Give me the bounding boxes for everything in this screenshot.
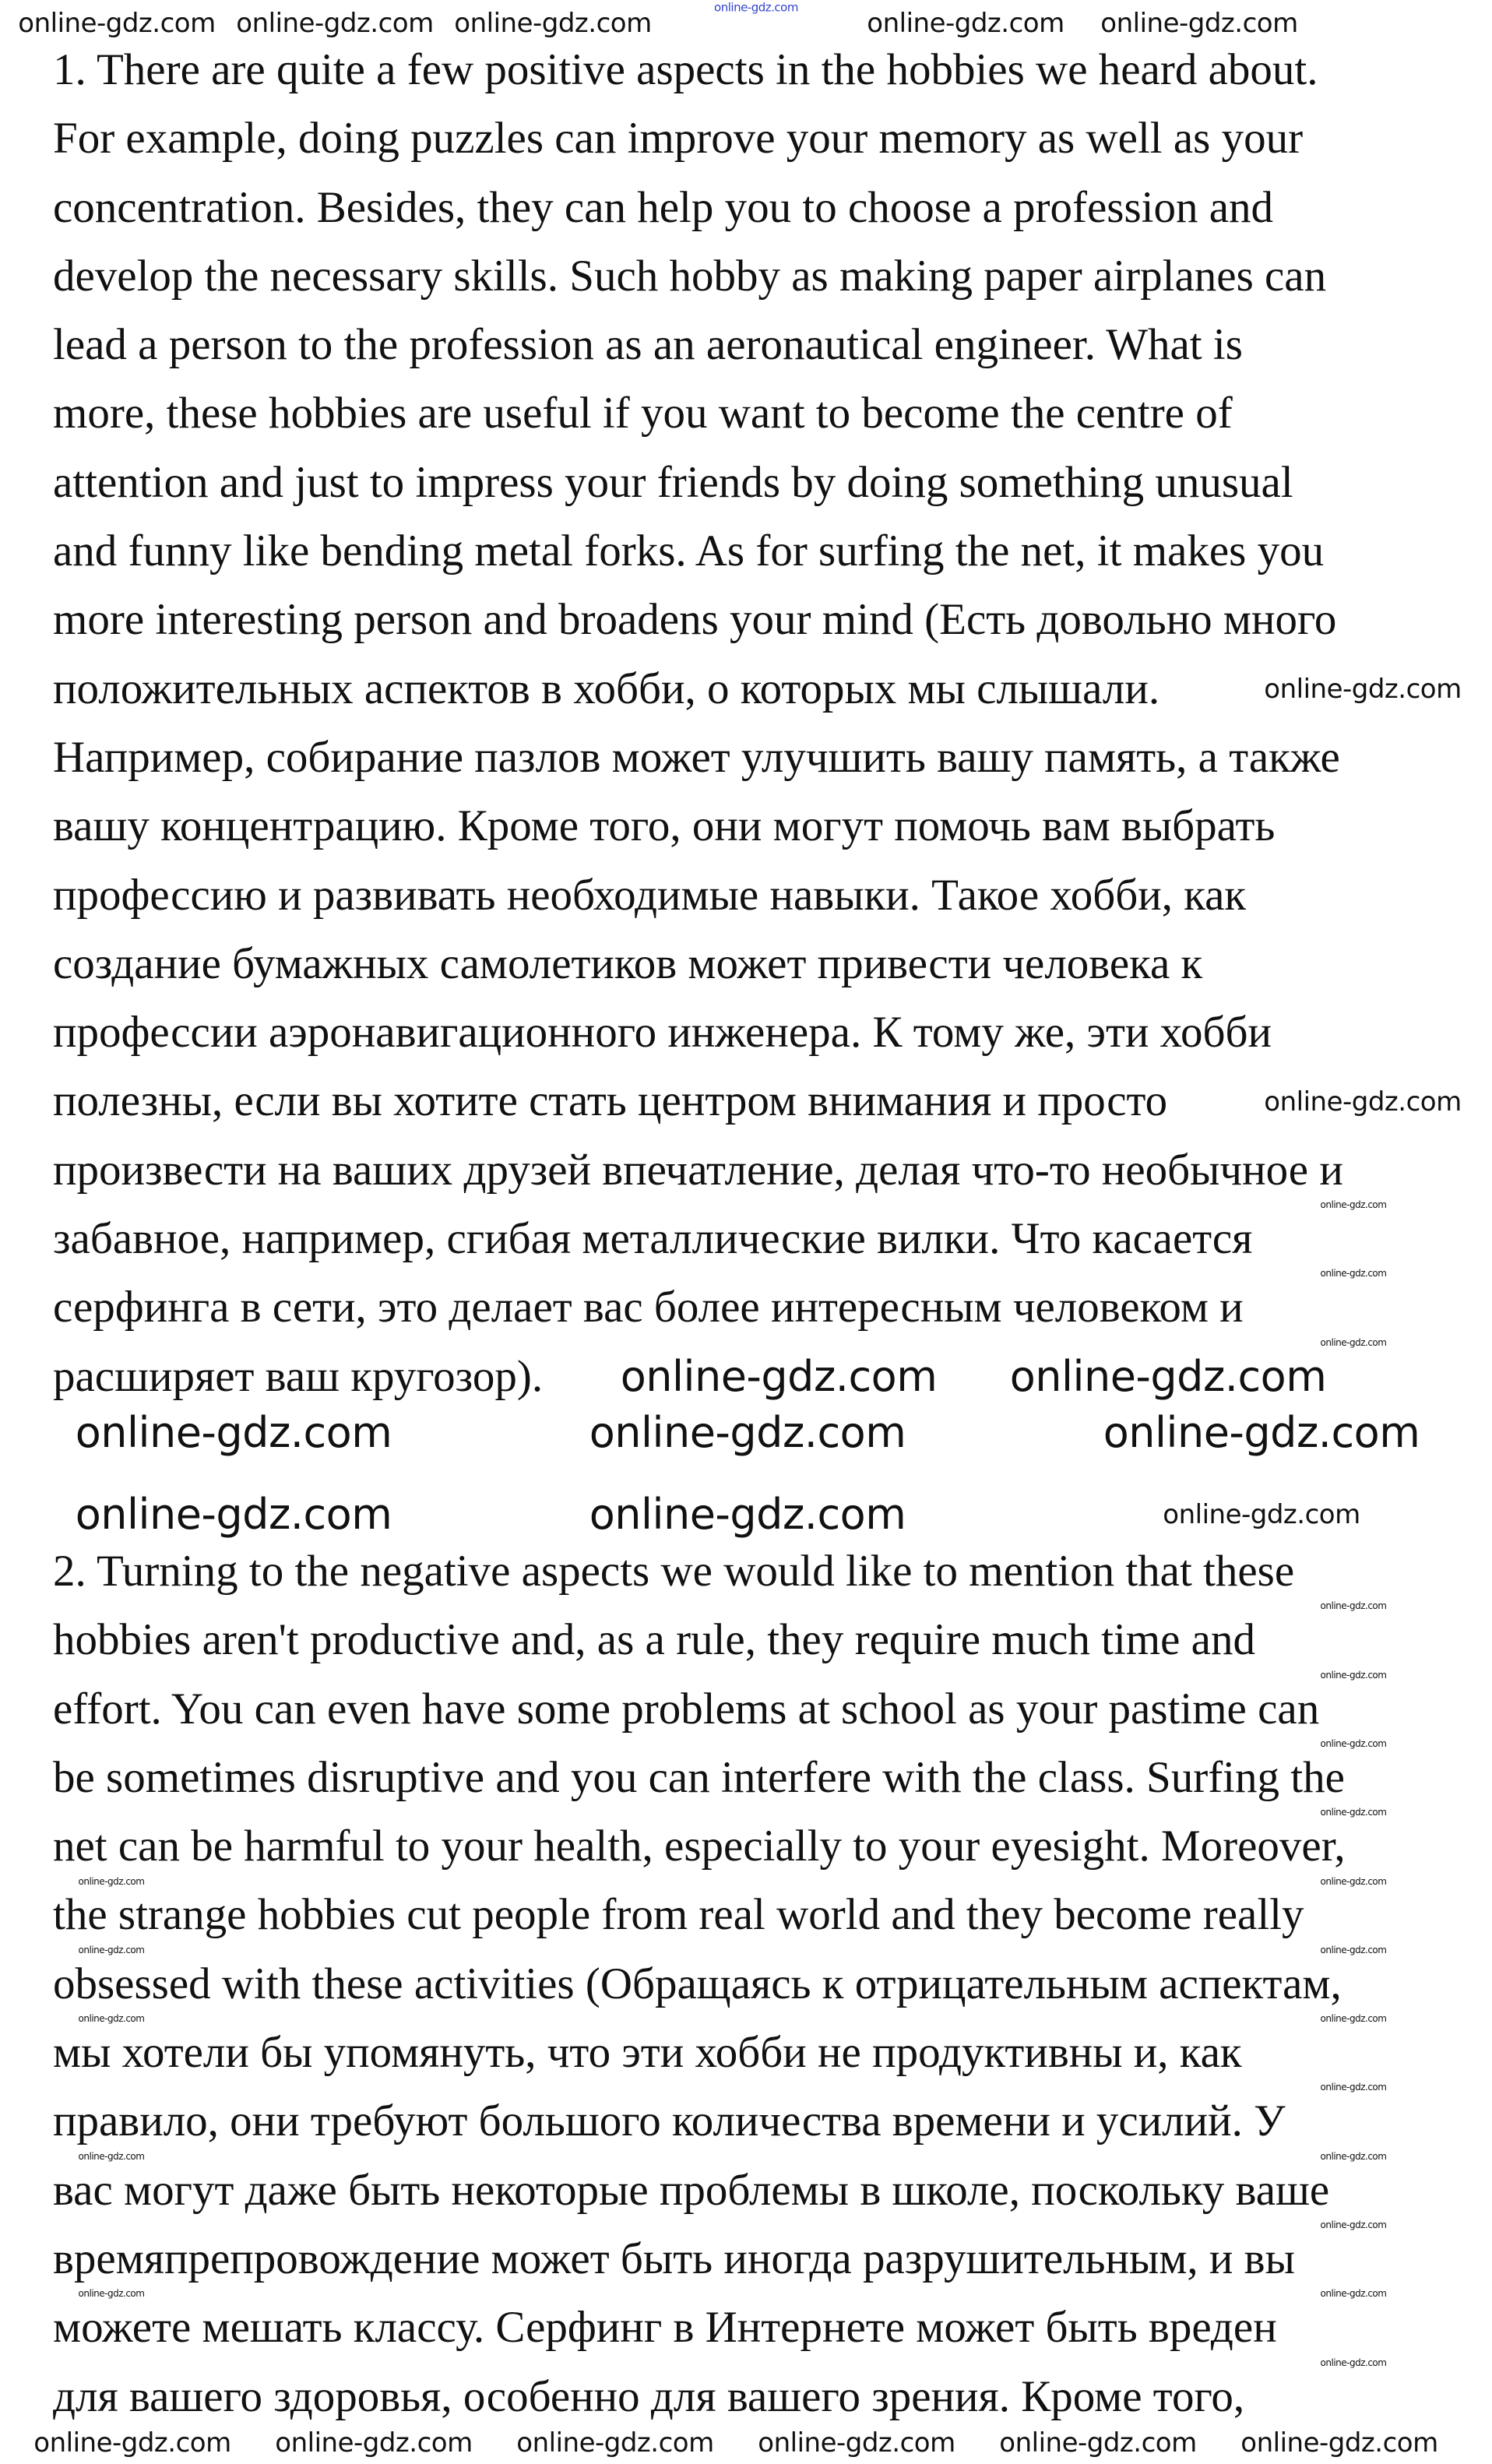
watermark-text: online-gdz.com bbox=[867, 8, 1064, 39]
watermark-text: online-gdz.com bbox=[999, 2427, 1197, 2459]
text-line: be sometimes disruptive and you can interfere with the class. Surfing the bbox=[53, 1752, 1345, 1802]
text-line: вашу концентрацию. Кроме того, они могут помочь вам выбрать bbox=[53, 801, 1276, 851]
watermark-text: online-gdz.com bbox=[1320, 1268, 1387, 1280]
watermark-text: online-gdz.com bbox=[236, 8, 434, 39]
watermark-text: online-gdz.com bbox=[275, 2427, 473, 2459]
watermark-text: online-gdz.com bbox=[1009, 1351, 1327, 1401]
text-line: develop the necessary skills. Such hobby as making paper airplanes can bbox=[53, 251, 1327, 301]
text-line: времяпрепровождение может быть иногда разрушительным, и вы bbox=[53, 2233, 1295, 2283]
watermark-text: online-gdz.com bbox=[589, 1408, 906, 1457]
text-line: 2. Turning to the negative aspects we would like to mention that these bbox=[53, 1547, 1295, 1596]
watermark-text: online-gdz.com bbox=[78, 1944, 145, 1955]
watermark-text: online-gdz.com bbox=[1103, 1408, 1420, 1457]
watermark-text: online-gdz.com bbox=[78, 2288, 145, 2300]
watermark-text: online-gdz.com bbox=[1320, 2357, 1387, 2368]
watermark-text: online-gdz.com bbox=[33, 2427, 231, 2459]
watermark-text: online-gdz.com bbox=[1320, 1737, 1387, 1749]
text-line: effort. You can even have some problems at school as your pastime can bbox=[53, 1684, 1320, 1734]
text-line: расширяет ваш кругозор). bbox=[53, 1351, 544, 1401]
watermark-text: online-gdz.com bbox=[620, 1351, 938, 1401]
text-line: забавное, например, сгибая металлические вилки. Что касается bbox=[53, 1214, 1253, 1264]
watermark-text: online-gdz.com bbox=[1320, 1336, 1387, 1348]
watermark-text: online-gdz.com bbox=[75, 1408, 392, 1457]
text-line: attention and just to impress your friends by doing something unusual bbox=[53, 457, 1293, 507]
text-line: произвести на ваших друзей впечатление, делая что-то необычное и bbox=[53, 1145, 1343, 1195]
watermark-text: online-gdz.com bbox=[1320, 1199, 1387, 1211]
watermark-text: online-gdz.com bbox=[1163, 1499, 1360, 1530]
text-line: 1. There are quite a few positive aspects in the hobbies we heard about. bbox=[53, 45, 1318, 94]
watermark-text: online-gdz.com bbox=[516, 2427, 714, 2459]
text-line: For example, doing puzzles can improve your memory as well as your bbox=[53, 114, 1304, 164]
text-line: and funny like bending metal forks. As for surfing the net, it makes you bbox=[53, 526, 1325, 576]
text-line: полезны, если вы хотите стать центром внимания и просто bbox=[53, 1076, 1168, 1126]
text-line: obsessed with these activities (Обращаясь к отрицательным аспектам, bbox=[53, 1959, 1342, 2008]
text-line: положительных аспектов в хобби, о которых мы слышали. bbox=[53, 664, 1160, 713]
text-line: мы хотели бы упомянуть, что эти хобби не продуктивны и, как bbox=[53, 2028, 1242, 2078]
watermark-text: online-gdz.com bbox=[758, 2427, 955, 2459]
paragraph-negative-aspects bbox=[53, 1537, 1346, 2431]
watermark-text: online-gdz.com bbox=[1100, 8, 1298, 39]
watermark-text: online-gdz.com bbox=[1320, 2082, 1387, 2093]
text-line: профессии аэронавигационного инженера. К тому же, эти хобби bbox=[53, 1008, 1272, 1058]
text-line: вас могут даже быть некоторые проблемы в школе, поскольку ваше bbox=[53, 2165, 1330, 2215]
text-line: net can be harmful to your health, especially to your eyesight. Moreover, bbox=[53, 1822, 1346, 1871]
text-line: the strange hobbies cut people from real world and they become really bbox=[53, 1890, 1304, 1940]
text-line: создание бумажных самолетиков может привести человека к bbox=[53, 938, 1203, 988]
watermark-text: online-gdz.com bbox=[714, 0, 798, 15]
paragraph-positive-aspects bbox=[53, 36, 1343, 1411]
text-line: hobbies aren't productive and, as a rule, they require much time and bbox=[53, 1615, 1255, 1665]
watermark-text: online-gdz.com bbox=[75, 1490, 392, 1539]
watermark-text: online-gdz.com bbox=[78, 2150, 145, 2162]
text-line: Например, собирание пазлов может улучшить вашу память, а также bbox=[53, 732, 1340, 782]
watermark-text: online-gdz.com bbox=[18, 8, 216, 39]
text-line: профессию и развивать необходимые навыки. Такое хобби, как bbox=[53, 870, 1247, 920]
watermark-text: online-gdz.com bbox=[589, 1490, 906, 1539]
text-line: можете мешать классу. Серфинг в Интернете может быть вреден bbox=[53, 2303, 1277, 2353]
watermark-text: online-gdz.com bbox=[1320, 1669, 1387, 1681]
watermark-text: online-gdz.com bbox=[1264, 673, 1462, 705]
text-line: для вашего здоровья, особенно для вашего зрения. Кроме того, bbox=[53, 2371, 1245, 2421]
watermark-text: online-gdz.com bbox=[454, 8, 652, 39]
text-line: more, these hobbies are useful if you want to become the centre of bbox=[53, 389, 1233, 438]
watermark-text: online-gdz.com bbox=[1320, 2013, 1387, 2025]
watermark-text: online-gdz.com bbox=[1320, 2288, 1387, 2300]
watermark-text: online-gdz.com bbox=[78, 2013, 145, 2025]
text-line: concentration. Besides, they can help you to choose a profession and bbox=[53, 182, 1274, 232]
watermark-text: online-gdz.com bbox=[1320, 1875, 1387, 1887]
watermark-text: online-gdz.com bbox=[1320, 2150, 1387, 2162]
watermark-text: online-gdz.com bbox=[78, 1875, 145, 1887]
text-line: правило, они требуют большого количества времени и усилий. У bbox=[53, 2096, 1286, 2146]
watermark-text: online-gdz.com bbox=[1320, 1807, 1387, 1818]
text-line: серфинга в сети, это делает вас более интересным человеком и bbox=[53, 1283, 1244, 1332]
watermark-text: online-gdz.com bbox=[1240, 2427, 1438, 2459]
text-line: more interesting person and broadens your mind (Есть довольно много bbox=[53, 595, 1337, 645]
watermark-text: online-gdz.com bbox=[1320, 2219, 1387, 2230]
text-line: lead a person to the profession as an aeronautical engineer. What is bbox=[53, 320, 1243, 370]
watermark-text: online-gdz.com bbox=[1320, 1944, 1387, 1955]
watermark-text: online-gdz.com bbox=[1320, 1600, 1387, 1612]
watermark-text: online-gdz.com bbox=[1264, 1086, 1462, 1118]
